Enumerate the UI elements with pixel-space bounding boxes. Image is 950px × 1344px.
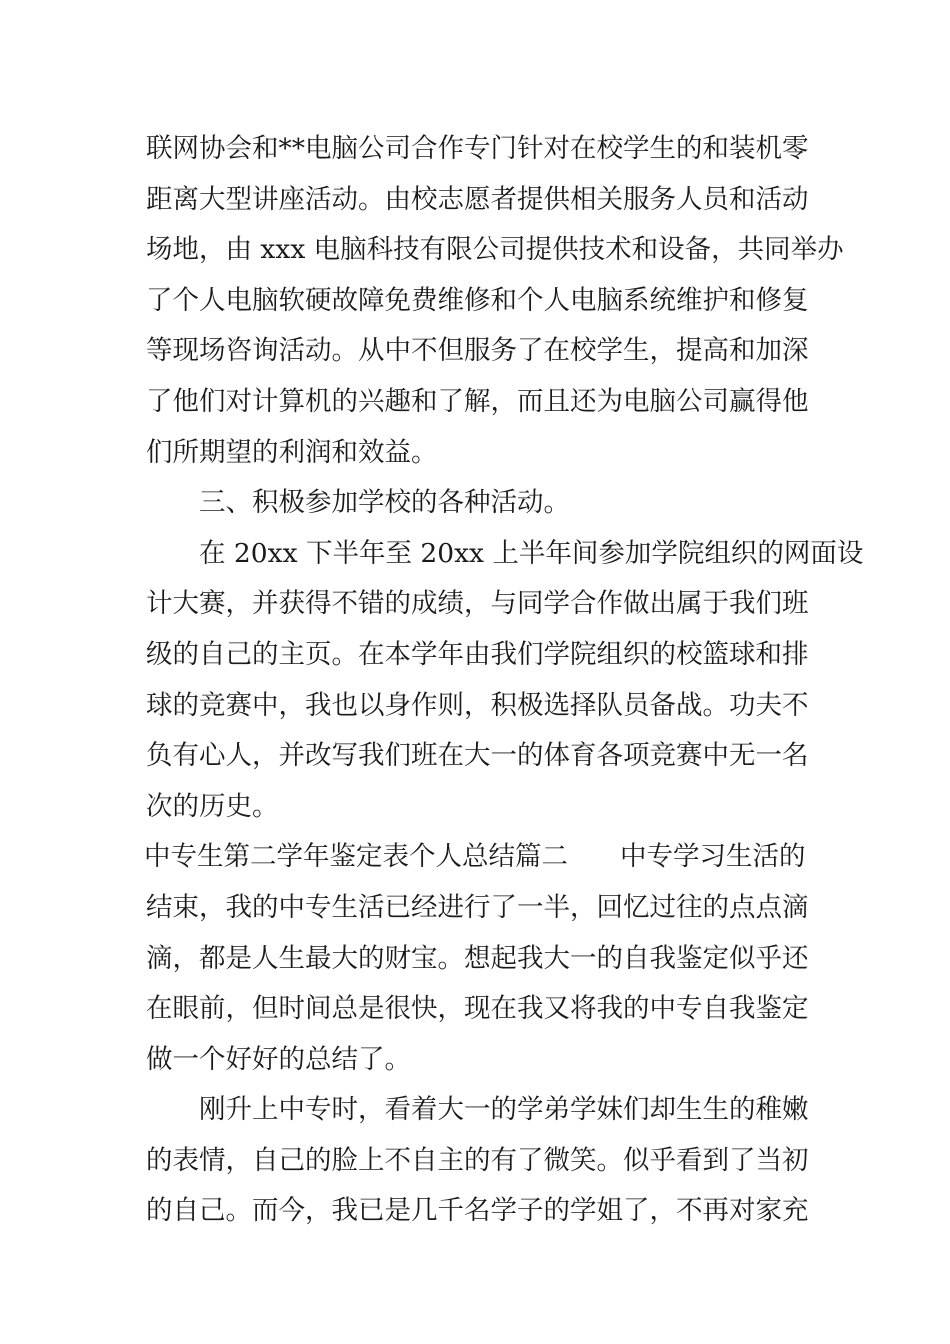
text-line: 次的历史。: [146, 790, 279, 822]
text-line: 在 20xx 下半年至 20xx 上半年间参加学院组织的网面设: [199, 537, 864, 569]
text-line: 负有心人，并改写我们班在大一的体育各项竞赛中无一名: [146, 740, 809, 772]
text-line: 了个人电脑软硬故障免费维修和个人电脑系统维护和修复: [146, 284, 809, 316]
article-title: 中专生第二学年鉴定表个人总结篇二: [144, 841, 568, 873]
article-title-line: [144, 832, 808, 883]
text-line: 在眼前，但时间总是很快，现在我又将我的中专自我鉴定: [146, 993, 809, 1025]
text-line: 级的自己的主页。在本学年由我们学院组织的校篮球和排: [146, 638, 809, 670]
text-fragment: 中专学习生活的: [620, 841, 806, 873]
text-line: 了他们对计算机的兴趣和了解，而且还为电脑公司赢得他: [146, 385, 809, 417]
text-line: 刚升上中专时，看着大一的学弟学妹们却生生的稚嫩: [199, 1094, 809, 1126]
text-line: 做一个好好的总结了。: [146, 1043, 411, 1075]
text-line: 计大赛，并获得不错的成绩，与同学合作做出属于我们班: [146, 588, 809, 620]
body-text: [144, 124, 864, 1237]
text-line: 球的竞赛中，我也以身作则，积极选择队员备战。功夫不: [146, 689, 809, 721]
text-line: 场地，由 xxx 电脑科技有限公司提供技术和设备，共同举办: [146, 234, 844, 266]
text-line: 滴，都是人生最大的财宝。想起我大一的自我鉴定似乎还: [146, 942, 809, 974]
text-line: 等现场咨询活动。从中不但服务了在校学生，提高和加深: [146, 335, 809, 367]
text-line: 结束，我的中专生活已经进行了一半，回忆过往的点点滴: [146, 891, 809, 923]
text-line: 距离大型讲座活动。由校志愿者提供相关服务人员和活动: [146, 183, 809, 215]
text-line: 的自己。而今，我已是几千名学子的学姐了，不再对家充: [146, 1195, 809, 1227]
text-line: 联网协会和**电脑公司合作专门针对在校学生的和装机零: [146, 133, 809, 164]
section-heading: 三、积极参加学校的各种活动。: [199, 487, 570, 519]
text-line: 们所期望的利润和效益。: [146, 436, 438, 468]
text-line: 的表情，自己的脸上不自主的有了微笑。似乎看到了当初: [146, 1144, 809, 1176]
